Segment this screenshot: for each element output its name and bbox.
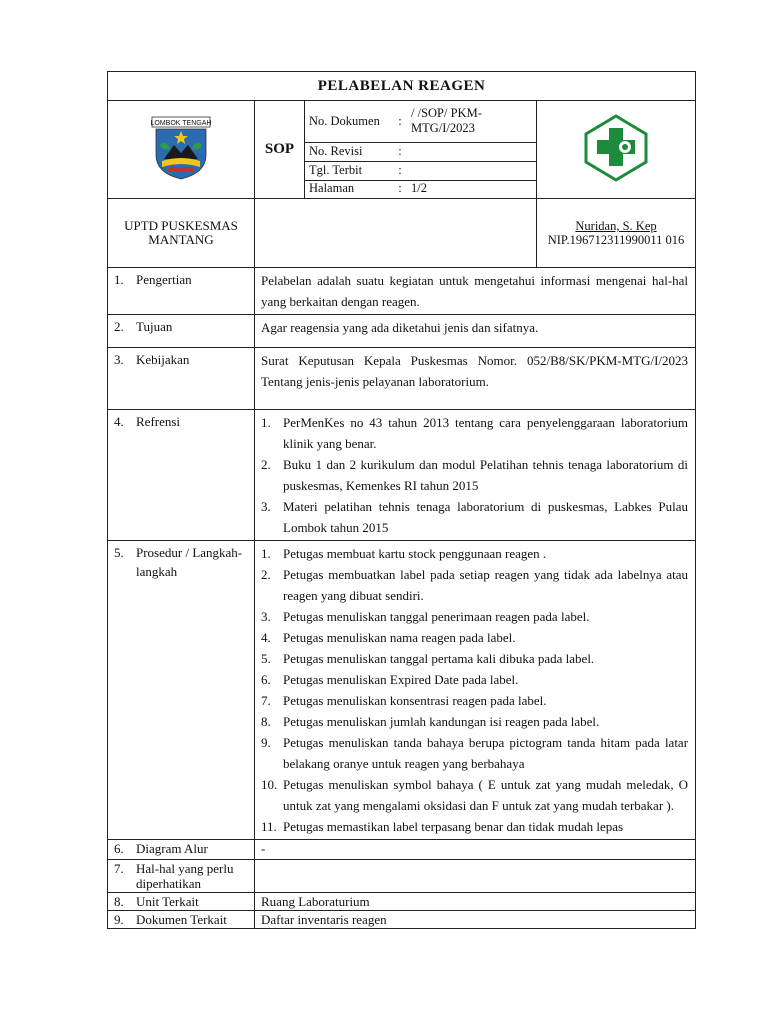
section-content-hal-hal (255, 860, 696, 893)
section-number: 3. (114, 352, 124, 367)
item-text: Buku 1 dan 2 kurikulum dan modul Pelatihan tehnis tenaga laboratorium di puskesmas, Kemenkes RI tahun 2015 (283, 457, 689, 493)
list-item (261, 454, 688, 496)
item-text: Petugas membuat kartu stock penggunaan reagen . (283, 546, 547, 561)
list-item (261, 627, 688, 648)
section-label-dokumen-terkait (108, 911, 255, 929)
list-item (261, 711, 688, 732)
item-number: 2. (261, 567, 271, 582)
item-number: 8. (261, 714, 271, 729)
tujuan-text: Agar reagensia yang ada diketahui jenis dan sifatnya. (261, 320, 539, 335)
section-label-hal-hal (108, 860, 255, 893)
puskesmas-logo-cell (537, 101, 696, 199)
section-number: 6. (114, 841, 124, 856)
sop-document (107, 71, 695, 929)
sop-table (107, 71, 696, 929)
section-label-pengertian (108, 268, 255, 315)
item-text: PerMenKes no 43 tahun 2013 tentang cara penyelenggaraan laboratorium klinik yang benar. (283, 415, 689, 451)
section-label: Diagram Alur (136, 841, 208, 856)
section-content-dokumen-terkait: Daftar inventaris reagen (255, 911, 696, 929)
item-text: Petugas menuliskan nama reagen pada label. (283, 630, 516, 645)
section-number: 5. (114, 545, 124, 560)
field-separator: : (393, 101, 407, 142)
section-label: Pengertian (136, 272, 192, 287)
list-item (261, 648, 688, 669)
section-number: 9. (114, 912, 124, 927)
section-content-diagram-alur: - (255, 840, 696, 860)
item-number: 3. (261, 609, 271, 624)
item-text: Petugas membuatkan label pada setiap reagen yang tidak ada labelnya atau reagen yang dibuat sendiri. (283, 567, 689, 603)
item-text: Petugas menuliskan konsentrasi reagen pada label. (283, 693, 547, 708)
section-label-kebijakan (108, 348, 255, 410)
document-info-table (305, 101, 536, 197)
section-label: Hal-hal yang perlu diperhatikan (136, 861, 234, 891)
list-item (261, 669, 688, 690)
section-number: 7. (114, 861, 124, 876)
list-item (261, 564, 688, 606)
list-item (261, 496, 688, 538)
item-text: Petugas menuliskan jumlah kandungan isi reagen pada label. (283, 714, 600, 729)
item-number: 11. (261, 819, 277, 834)
field-label-no-revisi: No. Revisi (305, 142, 393, 161)
field-label-tgl-terbit: Tgl. Terbit (305, 161, 393, 180)
section-label: Dokumen Terkait (136, 912, 227, 927)
section-label: Unit Terkait (136, 894, 199, 909)
item-number: 5. (261, 651, 271, 666)
section-number: 4. (114, 414, 124, 429)
section-number: 8. (114, 894, 124, 909)
item-number: 4. (261, 630, 271, 645)
section-number: 1. (114, 272, 124, 287)
signer-name: Nuridan, S. Kep (575, 219, 657, 233)
section-label-prosedur (108, 541, 255, 840)
section-label-unit-terkait (108, 893, 255, 911)
item-text: Petugas menuliskan Expired Date pada label. (283, 672, 519, 687)
item-number: 3. (261, 499, 271, 514)
item-text: Petugas menuliskan tanda bahaya berupa pictogram tanda hitam pada latar belakang oranye untuk reagen yang berbahaya (283, 735, 689, 771)
item-number: 1. (261, 415, 271, 430)
puskesmas-cross-icon (582, 114, 650, 182)
item-number: 1. (261, 546, 271, 561)
item-text: Petugas menuliskan symbol bahaya ( E untuk zat yang mudah meledak, O untuk zat yang mengalami oksidasi dan F untuk zat yang mudah terbakar ). (283, 777, 689, 813)
section-label: Tujuan (136, 319, 173, 334)
reference-list (261, 412, 688, 538)
signer-nip: NIP.196712311990011 016 (547, 233, 685, 247)
item-text: Materi pelatihan tehnis tenaga laboratorium di puskesmas, Labkes Pulau Lombok tahun 2015 (283, 499, 689, 535)
list-item (261, 690, 688, 711)
item-text: Petugas menuliskan tanggal penerimaan reagen pada label. (283, 609, 590, 624)
organization-cell (108, 199, 255, 268)
item-number: 10. (261, 777, 278, 792)
item-text: Petugas menuliskan tanggal pertama kali dibuka pada label. (283, 651, 595, 666)
signature-blank-cell (255, 199, 537, 268)
organization-name-line1: UPTD PUSKESMAS (124, 218, 238, 233)
list-item (261, 816, 688, 837)
item-text: Petugas memastikan label terpasang benar dan tidak mudah lepas (283, 819, 624, 834)
field-separator: : (398, 181, 402, 196)
field-label-halaman: Halaman (309, 181, 355, 196)
document-title: PELABELAN REAGEN (108, 72, 696, 101)
section-content-refrensi (255, 410, 696, 541)
list-item (261, 543, 688, 564)
document-info-cell (305, 101, 537, 199)
regency-logo-cell (108, 101, 255, 199)
list-item (261, 732, 688, 774)
field-value-tgl-terbit (407, 161, 536, 180)
lombok-tengah-emblem-icon (146, 115, 216, 181)
section-content-tujuan (255, 315, 696, 348)
section-label-diagram-alur (108, 840, 255, 860)
field-value-halaman: 1/2 (411, 181, 427, 196)
item-number: 7. (261, 693, 271, 708)
section-label-refrensi (108, 410, 255, 541)
section-label-tujuan (108, 315, 255, 348)
section-content-kebijakan (255, 348, 696, 410)
section-label: Prosedur / Langkah-langkah (136, 545, 243, 579)
section-number: 2. (114, 319, 124, 334)
procedure-list (261, 543, 688, 837)
item-number: 6. (261, 672, 271, 687)
field-label-no-dokumen: No. Dokumen (305, 101, 393, 142)
sop-label: SOP (255, 101, 305, 199)
section-label: Kebijakan (136, 352, 190, 367)
list-item (261, 606, 688, 627)
item-number: 2. (261, 457, 271, 472)
pengertian-text: Pelabelan adalah suatu kegiatan untuk mengetahui informasi mengenai hal-hal yang berkaitan dengan reagen. (261, 273, 689, 309)
field-separator: : (393, 161, 407, 180)
list-item (261, 774, 688, 816)
field-value-no-dokumen: / /SOP/ PKM-MTG/I/2023 (407, 101, 536, 142)
field-separator: : (393, 142, 407, 161)
section-label: Refrensi (136, 414, 181, 429)
section-content-pengertian (255, 268, 696, 315)
kebijakan-text: Surat Keputusan Kepala Puskesmas Nomor. 052/B8/SK/PKM-MTG/I/2023 Tentang jenis-jenis pelayanan laboratorium. (261, 353, 689, 389)
organization-name-line2: MANTANG (148, 232, 214, 247)
section-content-unit-terkait: Ruang Laboraturium (255, 893, 696, 911)
list-item (261, 412, 688, 454)
item-number: 9. (261, 735, 271, 750)
section-content-prosedur (255, 541, 696, 840)
signer-cell (537, 199, 696, 268)
emblem-banner-text: LOMBOK TENGAH (150, 119, 212, 127)
field-value-no-revisi (407, 142, 536, 161)
